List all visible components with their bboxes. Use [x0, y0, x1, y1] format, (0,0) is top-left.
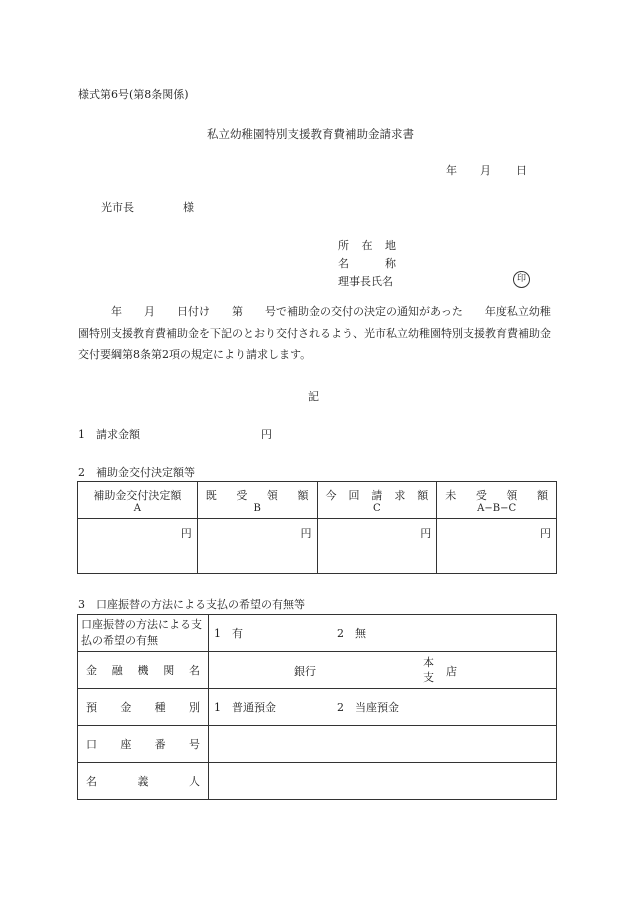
branch-suffix: 店: [446, 665, 457, 678]
seal-mark: 印: [513, 271, 530, 288]
already-received-cell: 円: [197, 519, 317, 574]
transfer-preference-options: [209, 615, 557, 652]
document-title: 私立幼稚園特別支援教育費補助金請求書: [207, 127, 414, 141]
addressee-mayor: 光市長: [101, 201, 134, 214]
decision-table-value-row: [78, 519, 557, 574]
account-holder-value: [209, 763, 557, 800]
addressee-honorific: 様: [183, 201, 194, 214]
transfer-preference-row: [78, 615, 557, 652]
section1-unit: 円: [261, 428, 272, 441]
col-decided-amount: 補助金交付決定額 A: [78, 482, 198, 519]
bank-account-table: [77, 614, 557, 800]
bank-name-row: [78, 652, 557, 689]
current-request-cell: 円: [317, 519, 437, 574]
section1-title: 1 請求金額: [78, 428, 140, 441]
form-number: 様式第6号(第8条関係): [78, 88, 189, 101]
account-holder-row: [78, 763, 557, 800]
option-no: 2 無: [337, 627, 366, 640]
option-ordinary: 1 普通預金: [214, 701, 276, 714]
applicant-director-label: 理事長氏名: [338, 275, 393, 288]
not-received-cell: 円: [437, 519, 557, 574]
bank-name-value: [209, 652, 557, 689]
decided-amount-cell: 円: [78, 519, 198, 574]
col-current-request: 今 回 請 求 額 C: [317, 482, 437, 519]
account-number-row: [78, 726, 557, 763]
ki-heading: 記: [308, 390, 319, 403]
transfer-preference-label: 口座振替の方法による支払の希望の有無: [78, 615, 209, 652]
branch-head-mark: 本 支: [423, 656, 434, 684]
option-yes: 1 有: [214, 627, 243, 640]
date-month: 月: [480, 164, 491, 177]
account-number-label: 口 座 番 号: [78, 726, 209, 763]
date-day: 日: [516, 164, 527, 177]
option-current: 2 当座預金: [337, 701, 399, 714]
bank-suffix: 銀行: [294, 665, 316, 678]
applicant-address-label: 所 在 地: [338, 239, 396, 252]
decision-amount-table: [77, 481, 557, 574]
account-number-value: [209, 726, 557, 763]
bank-name-label: 金 融 機 関 名: [78, 652, 209, 689]
account-holder-label: 名 義 人: [78, 763, 209, 800]
deposit-type-options: [209, 689, 557, 726]
section2-title: 2 補助金交付決定額等: [78, 466, 195, 479]
request-body-text: 年 月 日付け 第 号で補助金の交付の決定の通知があった 年度私立幼稚園特別支援教育費補助金を下記のとおり交付されるよう、光市私立幼稚園特別支援教育費補助金交付要綱第8条第2項の規定により請求します。: [78, 305, 551, 361]
deposit-type-row: [78, 689, 557, 726]
section3-title: 3 口座振替の方法による支払の希望の有無等: [78, 598, 305, 611]
col-not-received: 未 受 領 額 A−B−C: [437, 482, 557, 519]
applicant-name-label: 名 称: [338, 257, 396, 270]
deposit-type-label: 預 金 種 別: [78, 689, 209, 726]
date-year: 年: [446, 164, 457, 177]
decision-table-header-row: [78, 482, 557, 519]
col-already-received: 既 受 領 額 B: [197, 482, 317, 519]
